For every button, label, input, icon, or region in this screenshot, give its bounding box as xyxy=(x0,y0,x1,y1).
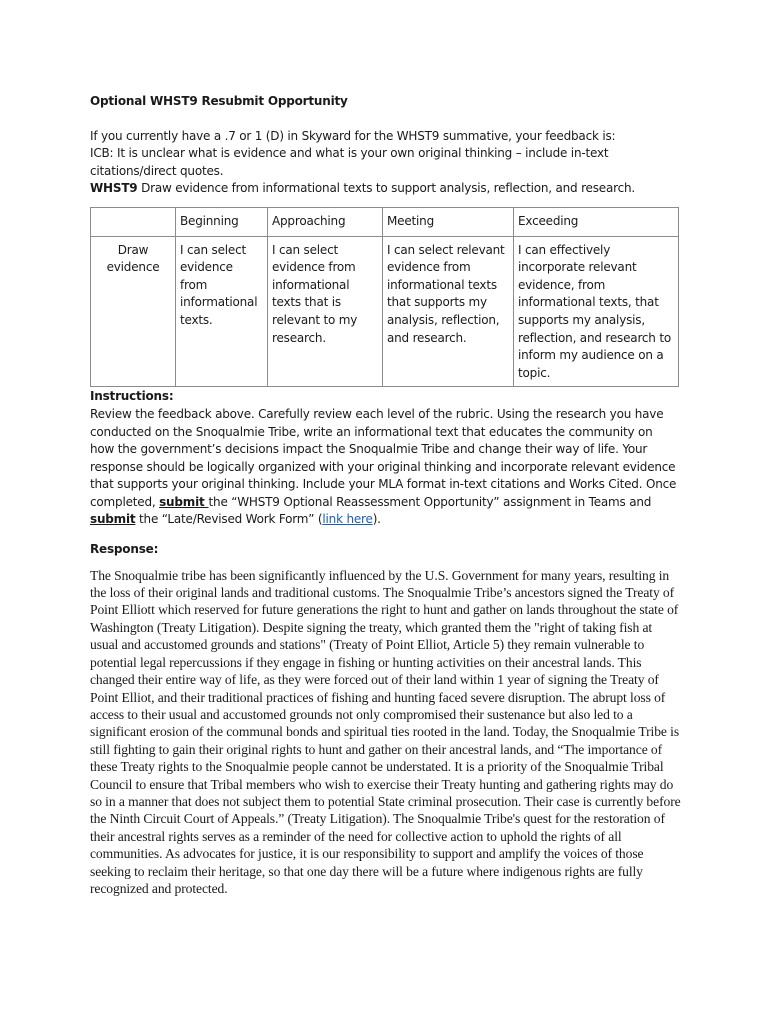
response-label: Response: xyxy=(90,542,159,557)
rubric-header-approaching: Approaching xyxy=(268,207,383,236)
rubric-header-exceeding: Exceeding xyxy=(514,207,679,236)
feedback-intro: If you currently have a .7 or 1 (D) in Skyward for the WHST9 summative, your feedback is: xyxy=(90,128,616,143)
submit-emphasis-2: submit xyxy=(90,512,136,527)
document-page xyxy=(90,93,680,897)
standard-text: Draw evidence from informational texts to support analysis, reflection, and research. xyxy=(137,181,635,196)
instructions-text-3: the “Late/Revised Work Form” ( xyxy=(135,512,323,527)
document-title: Optional WHST9 Resubmit Opportunity xyxy=(90,94,348,108)
rubric-header-beginning: Beginning xyxy=(176,207,268,236)
rubric-header-row xyxy=(91,207,679,236)
instructions-text xyxy=(90,406,680,529)
instructions-text-2: the “WHST9 Optional Reassessment Opportunity” assignment in Teams and xyxy=(208,494,652,509)
standard-statement xyxy=(90,180,680,198)
instructions-text-4: ). xyxy=(372,512,381,527)
instructions-label: Instructions: xyxy=(90,389,174,404)
late-revised-form-link[interactable]: link here xyxy=(322,512,373,527)
submit-emphasis-1: submit xyxy=(159,494,209,509)
instructions-text-1: Review the feedback above. Carefully review each level of the rubric. Using the research you have conducted on the Snoqualmie Tribe, write an informational text that educates the community on how the government’s decisions impact the Snoqualmie Tribe and change their way of life. Your response should be logically organized with your original thinking and incorporate relevant evidence that supports your original thinking. Include your MLA format in-text citations and Works Cited. Once completed, xyxy=(90,406,677,509)
rubric-table xyxy=(90,207,679,387)
rubric-cell-meeting: I can select relevant evidence from informational texts that supports my analysis, reflection, and research. xyxy=(383,236,514,387)
standard-code: WHST9 xyxy=(90,181,138,196)
rubric-header-meeting: Meeting xyxy=(383,207,514,236)
rubric-cell-beginning: I can select evidence from informational texts. xyxy=(176,236,268,387)
rubric-header-empty xyxy=(91,207,176,236)
rubric-row-label: Draw evidence xyxy=(91,236,176,387)
response-essay: The Snoqualmie tribe has been significantly influenced by the U.S. Government for many years, resulting in the loss of their original lands and traditional customs. The Snoqualmie Tribe’s ancestors signed the Treaty of Point Elliott which reserved for future generations the right to hunt and gather on lands throughout the state of Washington (Treaty Litigation). Despite signing the treaty, which granted them the "right of taking fish at usual and accustomed grounds and stations" (Treaty of Point Elliot, Article 5) they remain vulnerable to potential legal repercussions if they engage in fishing or hunting activities on their ancestral lands. This changed their entire way of life, as they were forced out of their land within 1 year of signing the Treaty of Point Elliot, and their traditional practices of fishing and hunting faced severe disruption. The abrupt loss of access to their usual and accustomed grounds not only compromised their sustenance but also led to a significant erosion of the communal bonds and spiritual ties rooted in the land. Today, the Snoqualmie Tribe is still fighting to gain their original rights to hunt and gather on their ancestral lands, and “The importance of these Treaty rights to the Snoqualmie people cannot be understated. It is a priority of the Snoqualmie Tribal Council to ensure that Tribal members who wish to exercise their Treaty hunting and gathering rights may do so in a manner that does not subject them to potential State criminal prosecution. Their case is currently before the Ninth Circuit Court of Appeals.” (Treaty Litigation). The Snoqualmie Tribe's quest for the restoration of their ancestral rights serves as a reminder of the need for collective action to uphold the rights of all communities. As advocates for justice, it is our responsibility to support and amplify the voices of those seeking to reclaim their heritage, so that one day there will be a future where indigenous rights are fully recognized and protected. xyxy=(90,567,681,896)
rubric-cell-approaching: I can select evidence from informational texts that is relevant to my research. xyxy=(268,236,383,387)
rubric-row-draw-evidence xyxy=(91,236,679,387)
rubric-cell-exceeding: I can effectively incorporate relevant evidence, from informational texts, that supports my analysis, reflection, and research to inform my audience on a topic. xyxy=(514,236,679,387)
icb-feedback: ICB: It is unclear what is evidence and what is your own original thinking – include in-text citations/direct quotes. xyxy=(90,146,609,178)
